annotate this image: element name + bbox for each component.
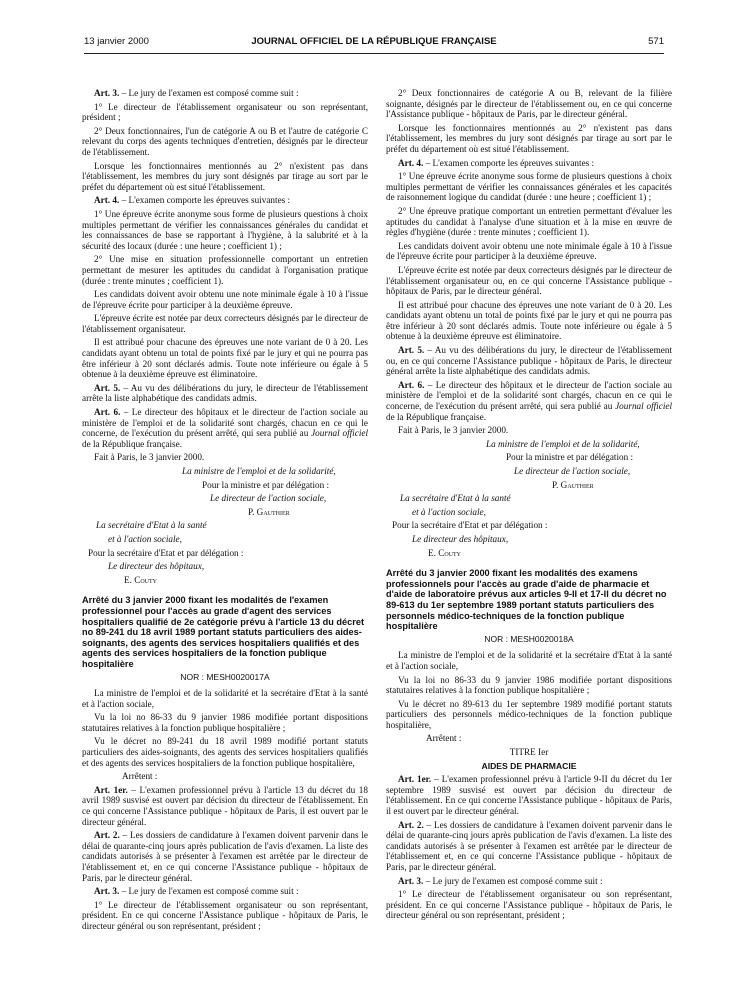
paragraph: Art. 5. – Au vu des délibérations du jury, le directeur de l'établissement ou, en ce qui concerne l'Assistance publique - hôpitaux de Paris, le directeur général arrête la liste alphabétique des candidats admis.: [386, 345, 672, 377]
page-header: [84, 36, 664, 52]
decree-title: Arrêté du 3 janvier 2000 fixant les modalités de l'examen professionnel pour l'accès au grade d'agent des services hospitaliers qualifié de 2e catégorie prévu à l'article 13 du décret no 89-241 du 18 avril 1989 portant statuts particuliers des aides-soignants, des agents des services hospitaliers qualifiés et des agents des services hospitaliers de la fonction publique hospitalière: [82, 595, 364, 669]
paragraph: Lorsque les fonctionnaires mentionnés au 2° n'existent pas dans l'établissement, les membres du jury sont désignés par tirage au sort par le préfet du département où est situé l'établissement.: [386, 122, 672, 154]
signature-line: La ministre de l'emploi et de la solidarité,: [182, 466, 336, 476]
header-page-number: 571: [648, 36, 664, 47]
paragraph: L'épreuve écrite est notée par deux correcteurs désignés par le directeur de l'établissement organisateur ou, en ce qui concerne l'Assistance publique - hôpitaux de Paris, par le directeur général.: [386, 264, 672, 297]
paragraph: Lorsque les fonctionnaires mentionnés au 2° n'existent pas dans l'établissement, les membres du jury sont désignés par tirage au sort par le préfet du département où est situé l'établissement.: [82, 160, 368, 192]
paragraph: 1° Le directeur de l'établissement organisateur ou son représentant, président. En ce qui concerne l'Assistance publique - hôpitaux de Paris, le directeur général ou son représentant, président ;: [386, 889, 672, 921]
nor-reference: NOR : MESH0020018A: [484, 633, 574, 644]
signature-line: Pour la ministre et par délégation :: [506, 452, 634, 463]
paragraph: Art. 1er. – L'examen professionnel prévu à l'article 13 du décret du 18 avril 1989 susvisé est ouvert par décision du directeur de l'établissement. En ce qui concerne l'Assistance publique - hôpitaux de Paris, il est ouvert par le directeur général.: [82, 784, 368, 827]
section-subtitle: AIDES DE PHARMACIE: [481, 760, 577, 771]
signature-line: Pour la secrétaire d'Etat et par délégation :: [88, 547, 244, 558]
signature-line: La secrétaire d'Etat à la santé: [400, 493, 511, 504]
signature-line: Pour la secrétaire d'Etat et par délégation :: [392, 520, 548, 531]
paragraph: La ministre de l'emploi et de la solidarité et la secrétaire d'Etat à la santé et à l'action sociale,: [386, 650, 672, 671]
paragraph: Les candidats doivent avoir obtenu une note minimale égale à 10 à l'issue de l'épreuve écrite pour participer à la deuxième épreuve.: [82, 289, 368, 310]
signature-line: et à l'action sociale,: [108, 533, 182, 544]
paragraph: Vu la loi no 86-33 du 9 janvier 1986 modifiée portant dispositions statutaires relatives à la fonction publique hospitalière ;: [82, 712, 368, 733]
paragraph: Art. 5. – Au vu des délibérations du jury, le directeur de l'établissement arrête la liste alphabétique des candidats admis.: [82, 382, 368, 404]
paragraph: Art. 3. – Le jury de l'examen est composé comme suit :: [94, 886, 299, 897]
signature-line: Le directeur des hôpitaux,: [108, 561, 205, 572]
paragraph: 1° Une épreuve écrite anonyme sous forme de plusieurs questions à choix multiples permettant de vérifier les connaissances générales et les capacités de raisonnement logique du candidat (durée : une heure ; coefficient 1) ;: [386, 171, 672, 203]
signature-name: E. Couty: [428, 547, 461, 558]
paragraph: Vu le décret no 89-613 du 1er septembre 1989 modifié portant statuts particuliers des personnels médico-techniques de la fonction publique hospitalière,: [386, 698, 672, 730]
header-rule: [84, 53, 664, 54]
paragraph: 1° Le directeur de l'établissement organisateur ou son représentant, président ;: [82, 101, 368, 123]
paragraph: Vu la loi no 86-33 du 9 janvier 1986 modifiée portant dispositions statutaires relatives à la fonction publique hospitalière ;: [386, 674, 672, 696]
right-column: [386, 88, 672, 924]
paragraph: La ministre de l'emploi et de la solidarité et la secrétaire d'Etat à la santé et à l'action sociale,: [82, 688, 368, 709]
signature-name: E. Couty: [124, 574, 157, 585]
header-journal-title: JOURNAL OFFICIEL DE LA RÉPUBLIQUE FRANÇAISE: [251, 36, 497, 47]
header-date: 13 janvier 2000: [84, 36, 149, 47]
paragraph: Art. 3. – Le jury de l'examen est composé comme suit :: [94, 88, 299, 98]
nor-reference: NOR : MESH0020017A: [180, 671, 270, 682]
paragraph: Art. 1er. – L'examen professionnel prévu à l'article 9-II du décret du 1er septembre 1989 susvisé est ouvert par décision du directeur de l'établissement. En ce qui concerne l'Assistance publique - hôpitaux de Paris, il est ouvert par le directeur général.: [386, 774, 672, 817]
arretent-label: Arrêtent :: [122, 771, 158, 782]
paragraph: L'épreuve écrite est notée par deux correcteurs désignés par le directeur de l'établissement organisateur.: [82, 313, 368, 334]
signature-line: et à l'action sociale,: [412, 506, 486, 517]
signature-line: Le directeur des hôpitaux,: [412, 533, 509, 544]
signature-name: P. Gauthier: [552, 479, 594, 490]
paragraph: 2° Deux fonctionnaires, l'un de catégorie A ou B et l'autre de catégorie C relevant du corps des agents techniques d'entretien, désignés par le directeur de l'établissement.: [82, 125, 368, 157]
paragraph: Les candidats doivent avoir obtenu une note minimale égale à 10 à l'issue de l'épreuve écrite pour participer à la deuxième épreuve.: [386, 240, 672, 262]
paragraph: Vu le décret no 89-241 du 18 avril 1989 modifié portant statuts particuliers des aides-soignants, des agents des services hospitaliers qualifiés et des agents des services hospitaliers de la fonction publique hospitalière,: [82, 736, 368, 768]
paragraph: 2° Une épreuve pratique comportant un entretien permettant d'évaluer les aptitudes du candidat à l'analyse d'une situation et à la mise en œuvre de règles d'hygiène (durée : trente minutes ; coefficient 1).: [386, 205, 672, 238]
paragraph: 2° Une mise en situation professionnelle comportant un entretien permettant de mesurer les aptitudes du candidat à l'organisation pratique (durée : trente minutes ; coefficient 1).: [82, 254, 368, 286]
paragraph: Art. 3. – Le jury de l'examen est composé comme suit :: [398, 875, 603, 886]
signature-date: Fait à Paris, le 3 janvier 2000.: [398, 425, 509, 436]
left-column: [82, 88, 368, 935]
paragraph: Art. 6. – Le directeur des hôpitaux et le directeur de l'action sociale au ministère de l'emploi et de la solidarité sont chargés, chacun en ce qui le concerne, de l'exécution du présent arrêté, qui sera publié au Journal officiel de la République française.: [82, 407, 368, 449]
signature-line: La secrétaire d'Etat à la santé: [96, 520, 207, 531]
paragraph: Art. 4. – L'examen comporte les épreuves suivantes :: [398, 157, 595, 168]
signature-line: La ministre de l'emploi et de la solidarité,: [486, 438, 640, 449]
paragraph: 2° Deux fonctionnaires de catégorie A ou B, relevant de la filière soignante, désignés par le directeur de l'établissement ou, en ce qui concerne l'Assistance publique - hôpitaux de Paris, par le directeur général.: [386, 88, 672, 120]
paragraph: Art. 4. – L'examen comporte les épreuves suivantes :: [94, 195, 291, 206]
decree-title: Arrêté du 3 janvier 2000 fixant les modalités des examens professionnels pour l'accès au grade d'aide de pharmacie et d'aide de laboratoire prévus aux articles 9-II et 17-II du décret no 89-613 du 1er septembre 1989 portant statuts particuliers des personnels médico-techniques de la fonction publique hospitalière: [386, 568, 667, 632]
signature-date: Fait à Paris, le 3 janvier 2000.: [94, 452, 205, 463]
arretent-label: Arrêtent :: [426, 733, 462, 744]
signature-line: Le directeur de l'action sociale,: [514, 466, 631, 476]
signature-name: P. Gauthier: [248, 506, 290, 517]
signature-line: Pour la ministre et par délégation :: [202, 479, 330, 490]
paragraph: Il est attribué pour chacune des épreuves une note variant de 0 à 20. Les candidats ayant obtenu un total de points fixé par le jury et qui ne pourra pas être inférieur à 20 sont déclarés admis. Toute note inférieure ou égale à 5 obtenue à la deuxième épreuve est éliminatoire.: [82, 337, 368, 380]
paragraph: Art. 2. – Les dossiers de candidature à l'examen doivent parvenir dans le délai de quarante-cinq jours après publication de l'avis d'examen. La liste des candidats autorisés à se présenter à l'examen est arrêtée par le directeur de l'établissement et, en ce qui concerne l'Assistance publique - hôpitaux de Paris, par le directeur général.: [82, 830, 368, 883]
paragraph: 1° Le directeur de l'établissement organisateur ou son représentant, président. En ce qui concerne l'Assistance publique - hôpitaux de Paris, le directeur général ou son représentant, président ;: [82, 899, 368, 931]
signature-line: Le directeur de l'action sociale,: [210, 493, 327, 504]
paragraph: 1° Une épreuve écrite anonyme sous forme de plusieurs questions à choix multiples permettant de vérifier les connaissances générales du candidat et les connaissances de base se rapportant à l'hygiène, à la salubrité et à la sécurité des locaux (durée : une heure ; coefficient 1) ;: [82, 208, 368, 251]
paragraph: Il est attribué pour chacune des épreuves une note variant de 0 à 20. Les candidats ayant obtenu un total de points fixé par le jury et qui ne pourra pas être inférieur à 20 sont déclarés admis. Toute note inférieure ou égale à 5 obtenue à la deuxième épreuve est éliminatoire.: [386, 299, 672, 342]
paragraph: Art. 6. – Le directeur des hôpitaux et le directeur de l'action sociale au ministère de l'emploi et de la solidarité sont chargés, chacun en ce qui le concerne, de l'exécution du présent arrêté, qui sera publié au Journal officiel de la République française.: [386, 379, 672, 422]
paragraph: Art. 2. – Les dossiers de candidature à l'examen doivent parvenir dans le délai de quarante-cinq jours après publication de l'avis d'examen. La liste des candidats autorisés à se présenter à l'examen est arrêtée par le directeur de l'établissement et, en ce qui concerne l'Assistance publique - hôpitaux de Paris, par le directeur général.: [386, 819, 672, 872]
section-title: TITRE Ier: [509, 747, 549, 758]
